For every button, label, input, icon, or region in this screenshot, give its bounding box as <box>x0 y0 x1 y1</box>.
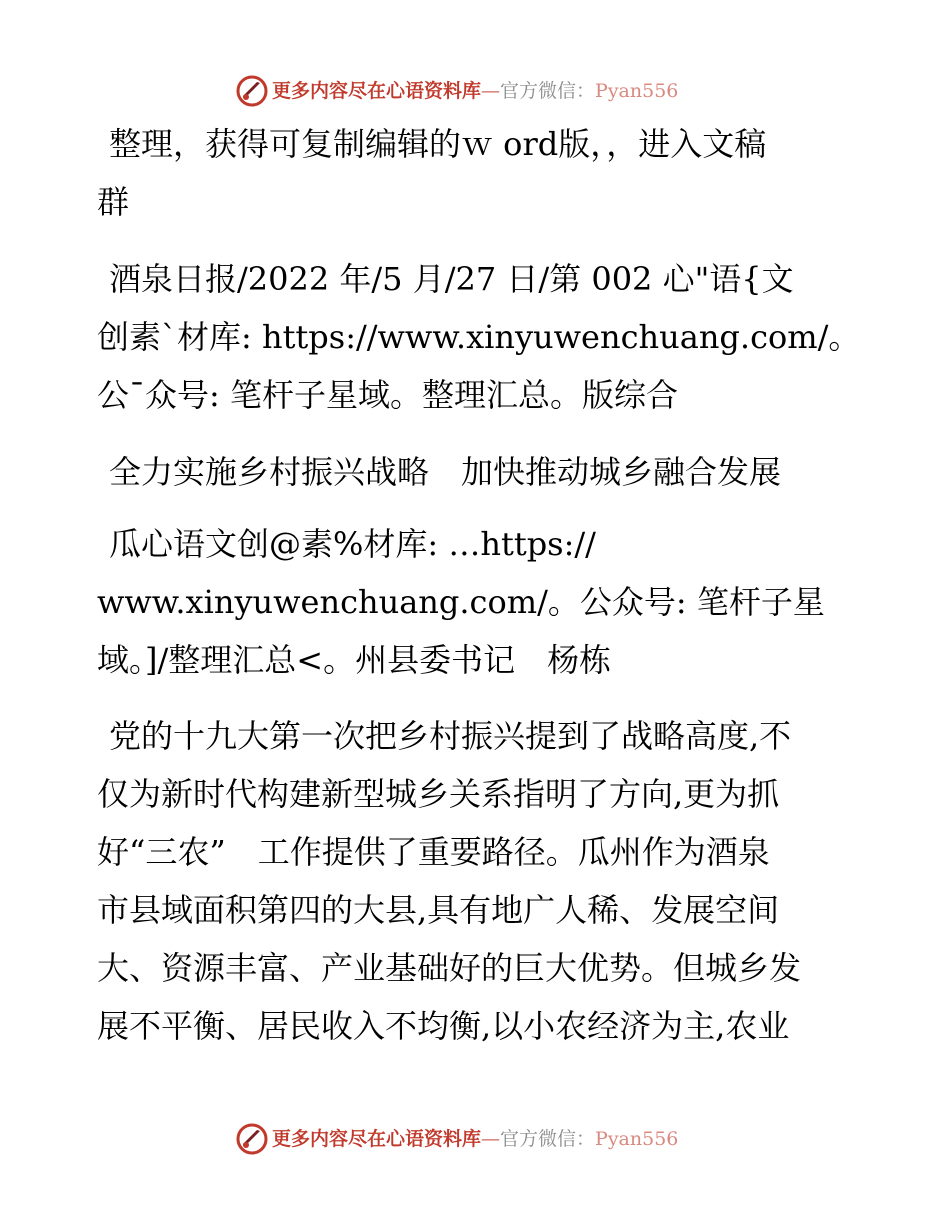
banner-dash: — <box>481 80 501 102</box>
headline-line: 全力实施乡村振兴战略 加快推动城乡融合发展 <box>109 453 782 491</box>
text-line: 瓜心语文创@素%材库: …https:// <box>109 525 596 563</box>
quill-logo-icon <box>235 1122 269 1156</box>
text-line: 大、资源丰富、产业基础好的巨大优势。但城乡发 <box>97 949 802 987</box>
banner-main-text: 更多内容尽在心语资料库 <box>272 80 482 102</box>
footer-banner-text <box>272 1126 678 1152</box>
banner-account: Pyan556 <box>595 80 679 102</box>
paragraph-body <box>97 707 857 1055</box>
text-line: 群 <box>97 183 130 221</box>
text-line: 整理，获得可复制编辑的ｗ ord版，，进入文稿 <box>109 125 767 163</box>
text-line: 党的十九大第一次把乡村振兴提到了战略高度,不 <box>109 717 792 755</box>
banner-account: Pyan556 <box>595 1128 679 1150</box>
quill-logo-icon <box>235 74 269 108</box>
text-line: 公¯众号: 笔杆子星域。整理汇总。版综合 <box>97 376 678 414</box>
paragraph-headline <box>97 443 857 501</box>
banner-main-text: 更多内容尽在心语资料库 <box>272 1128 482 1150</box>
paragraph-source <box>97 250 861 424</box>
text-line: 市县域面积第四的大县,具有地广人稀、发展空间 <box>97 891 780 929</box>
text-line: 好“三农” 工作提供了重要路径。瓜州作为酒泉 <box>97 833 770 871</box>
text-line: 创素`材库: https://www.xinyuwenchuang.com/。 <box>97 318 861 356</box>
paragraph-intro <box>97 115 857 231</box>
header-banner <box>0 72 950 112</box>
header-banner-text <box>272 78 678 104</box>
banner-dash: — <box>481 1128 501 1150</box>
banner-official-text: 官方微信： <box>500 1128 596 1150</box>
text-line: 域。]/整理汇总<。州县委书记 杨栋 <box>97 641 612 679</box>
paragraph-author <box>97 515 857 689</box>
banner-official-text: 官方微信： <box>500 80 596 102</box>
text-line: 酒泉日报/2022 年/5 月/27 日/第 002 心"语{文 <box>109 260 794 298</box>
footer-banner <box>0 1120 950 1160</box>
text-line: www.xinyuwenchuang.com/。公众号: 笔杆子星 <box>97 583 825 621</box>
text-line: 展不平衡、居民收入不均衡,以小农经济为主,农业 <box>97 1007 790 1045</box>
text-line: 仅为新时代构建新型城乡关系指明了方向,更为抓 <box>97 775 780 813</box>
